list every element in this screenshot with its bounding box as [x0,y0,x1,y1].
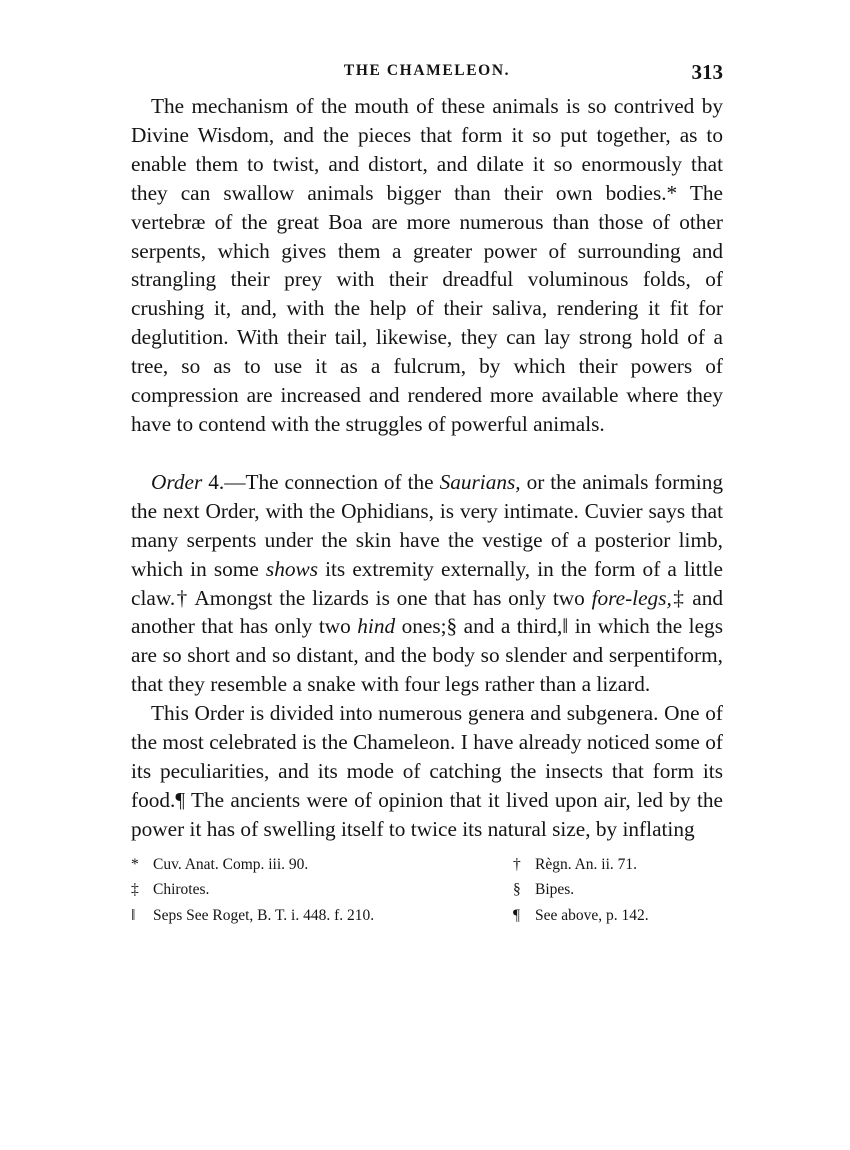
paragraph-3 [131,699,723,844]
italic-text: Order [151,469,203,494]
footnote-6 [495,903,715,929]
text-run: 4.—The connection of the [202,469,440,494]
footnote-text: Chirotes. [153,881,210,899]
footnote-text: Cuv. Anat. Comp. iii. 90. [153,855,309,873]
text-run: ‡ and another that has only two [131,585,723,639]
text-run: This Order is divided into numerous genera and subgenera. One of the most celebrated is the Chameleon. I have already noticed some of its peculiarities, and its mode of catching the insects that form its food.¶ The ancients were of opinion that it lived upon air, led by the power it has of swelling itself to twice its natural size, by inflating [131,701,723,841]
book-page [131,58,723,928]
footnote-mark: § [513,881,521,899]
running-head [131,58,723,92]
footnote-text: Règn. An. ii. 71. [535,855,638,873]
footnotes [131,852,723,929]
footnote-mark: * [131,855,139,873]
footnote-4 [495,877,715,903]
footnote-5 [131,903,495,929]
text-run: or the animals forming the next Order, with the Ophidians, is very intimate. Cuvier says that many serpents under the skin have the vestige of a posterior limb, which in some [131,469,723,581]
footnote-1 [131,852,495,878]
footnote-mark: ‡ [131,881,139,899]
italic-text: hind [357,614,396,639]
text-run: its extremity externally, in the form of a little claw.† Amongst the lizards is one that has only two [131,556,723,610]
body-text [131,92,723,844]
italic-text: shows [265,556,318,581]
paragraph-1 [131,92,723,439]
text-run: ones;§ and a third,‖ in which the legs are so short and so distant, and the body so slender and serpentiform, that they resemble a snake with four legs rather than a lizard. [131,614,723,697]
page-number: 313 [691,60,723,84]
footnote-text: Bipes. [535,881,575,899]
footnote-3 [131,877,495,903]
paragraph-2 [131,468,723,699]
running-title: THE CHAMELEON. [343,62,511,79]
footnote-text: Seps See Roget, B. T. i. 448. f. 210. [153,906,375,924]
footnote-mark: ‖ [131,906,136,924]
italic-text: Saurians, [439,469,521,494]
footnote-mark: ¶ [513,906,521,924]
footnote-2 [495,852,715,878]
text-run: The mechanism of the mouth of these animals is so contrived by Divine Wisdom, and the pieces that form it so put together, as to enable them to twist, and distort, and dilate it so enormously that they can swallow animals bigger than their own bodies.* The vertebræ of the great Boa are more numerous than those of other serpents, which gives them a greater power of surrounding and strangling their prey with their dreadful voluminous folds, of crushing it, and, with the help of their saliva, rendering it fit for deglutition. With their tail, likewise, they can lay strong hold of a tree, so as to use it as a fulcrum, by which their powers of compression are increased and rendered more available where they have to contend with the struggles of powerful animals. [131,94,723,436]
footnote-mark: † [513,855,521,873]
italic-text: fore-legs, [591,585,672,610]
footnote-text: See above, p. 142. [535,906,649,924]
